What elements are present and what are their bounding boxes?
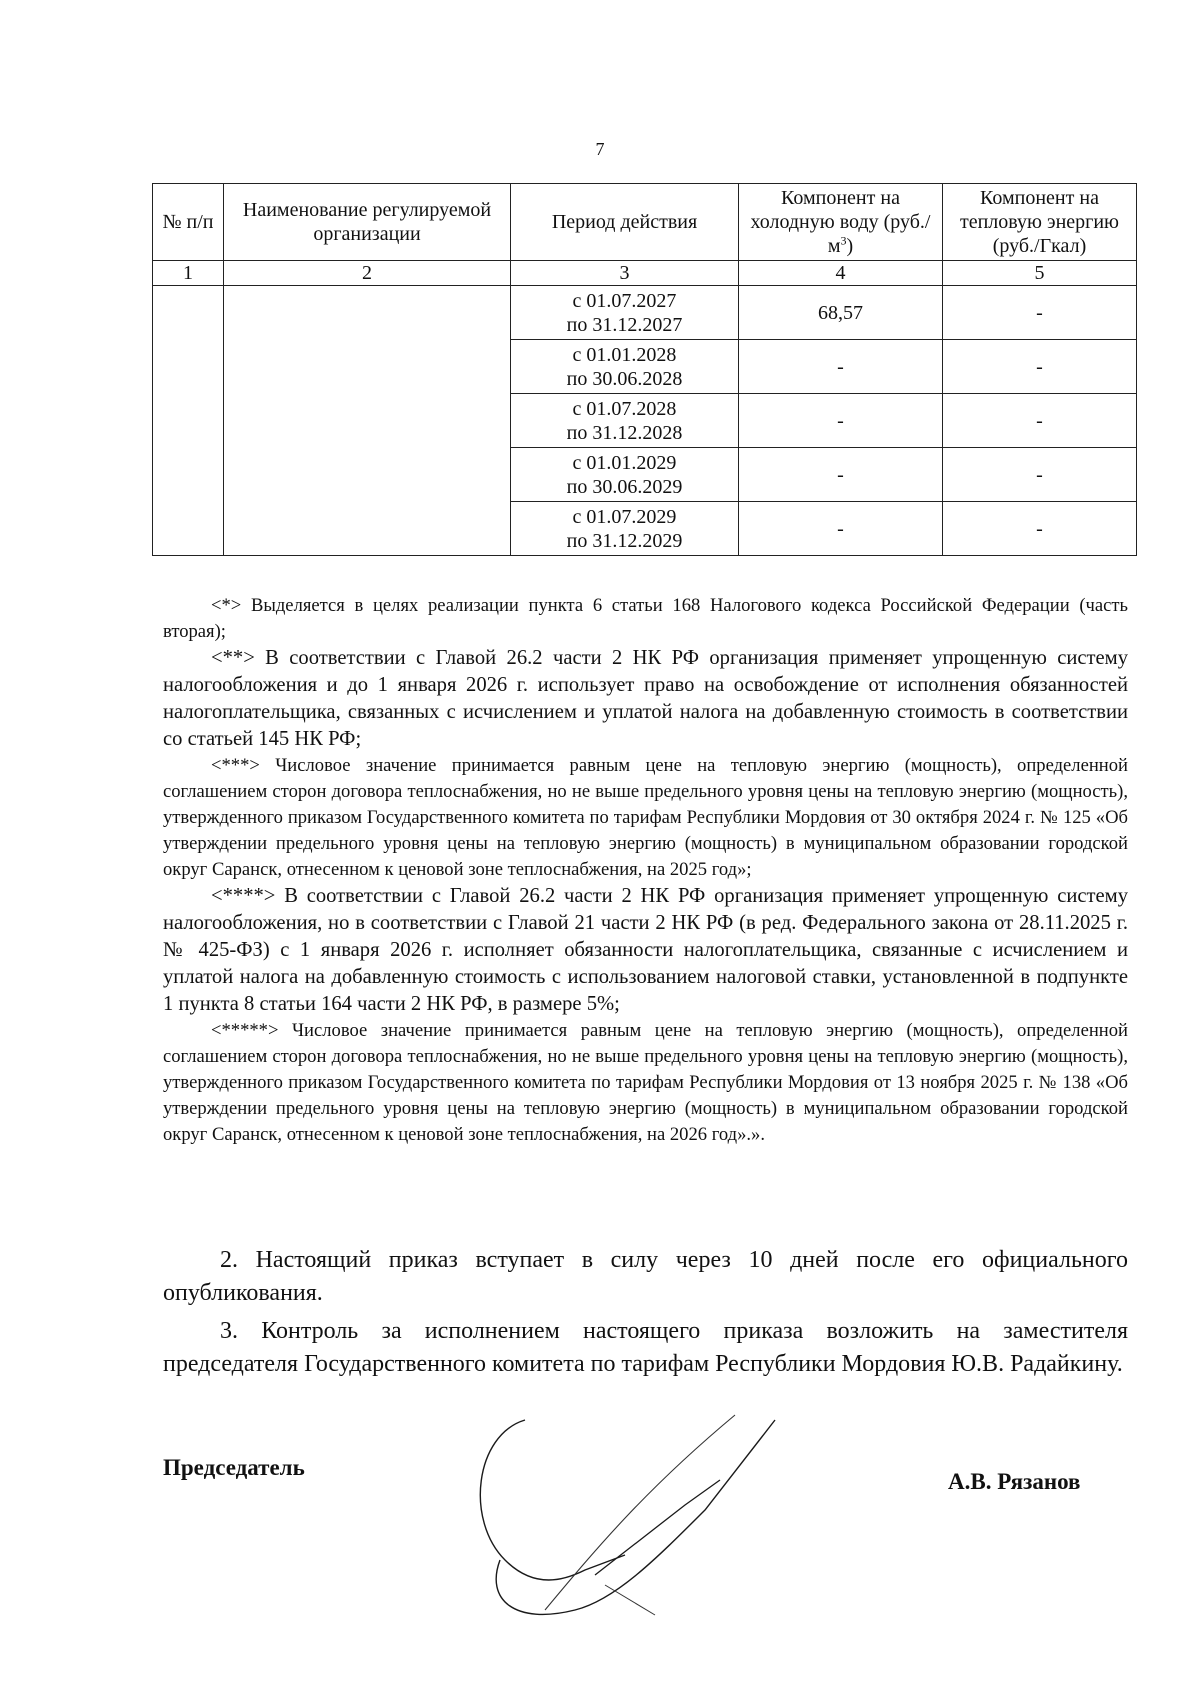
heat-cell: - [943,340,1137,394]
period-from: с 01.01.2029 [572,451,677,474]
period-cell [511,394,739,448]
footnote-3: <***> Числовое значение принимается равным цене на тепловую энергию (мощность), определенной соглашением сторон договора теплоснабжения, но не выше предельного уровня цены на тепловую энергию (мощность), утвержденного приказом Государственного комитета по тарифам Республики Мордовия от 30 октября 2024 г. № 125 «Об утверждении предельного уровня цены на тепловую энергию (мощность) в муниципальном образовании городской округ Саранск, отнесенном к ценовой зоне теплоснабжения, на 2025 год»; [163,755,1128,880]
cold-water-cell: - [739,394,943,448]
footnote-4: <****> В соответствии с Главой 26.2 части 2 НК РФ организация применяет упрощенную систему налогообложения, но в соответствии с Главой 21 части 2 НК РФ (в ред. Федерального закона от 28.11.2025 г. № 425-ФЗ) с 1 января 2026 г. исполняет обязанности налогоплательщика, связанные с исчислением и уплатой налога на добавленную стоимость с использованием налоговой ставки, установленной в подпункте 1 пункта 8 статьи 164 части 2 НК РФ, в размере 5%; [163,885,1128,1015]
heat-cell: - [943,286,1137,340]
cold-water-cell: - [739,502,943,556]
order-clause-2: 2. Настоящий приказ вступает в силу через 10 дней после его официального опубликования. [163,1247,1128,1306]
period-cell [511,340,739,394]
period-cell [511,502,739,556]
num-cell [153,286,224,556]
heat-cell: - [943,502,1137,556]
signatory-title: Председатель [163,1455,305,1480]
period-to: по 31.12.2027 [566,313,683,336]
header-num: № п/п [153,184,224,261]
signatory-name: А.В. Рязанов [948,1469,1081,1494]
cold-water-cell: 68,57 [739,286,943,340]
header-cold-water-close: ) [846,235,854,257]
organization-cell [224,286,511,556]
period-cell [511,286,739,340]
column-number: 5 [943,261,1137,286]
period-from: с 01.07.2027 [572,289,677,312]
footnote-1: <*> Выделяется в целях реализации пункта 6 статьи 168 Налогового кодекса Российской Федерации (часть вторая); [163,595,1128,642]
column-number: 4 [739,261,943,286]
column-number: 2 [224,261,511,286]
tariff-table [152,183,1137,556]
table-header-row [153,184,1137,261]
period-to: по 30.06.2028 [566,367,683,390]
footnotes [163,593,1128,1148]
order-clause-3: 3. Контроль за исполнением настоящего приказа возложить на заместителя председателя Государственного комитета по тарифам Республики Мордовия Ю.В. Радайкину. [163,1318,1128,1377]
header-cold-water [739,184,943,261]
cold-water-cell: - [739,448,943,502]
header-heat: Компонент на тепловую энергию (руб./Гкал) [943,184,1137,261]
cold-water-cell: - [739,340,943,394]
period-from: с 01.01.2028 [572,343,677,366]
column-number: 3 [511,261,739,286]
header-organization: Наименование регулируемой организации [224,184,511,261]
period-from: с 01.07.2028 [572,397,677,420]
period-to: по 31.12.2029 [566,529,683,552]
footnote-5: <*****> Числовое значение принимается равным цене на тепловую энергию (мощность), определенной соглашением сторон договора теплоснабжения, но не выше предельного уровня цены на тепловую энергию (мощность), утвержденного приказом Государственного комитета по тарифам Республики Мордовия от 13 ноября 2025 г. № 138 «Об утверждении предельного уровня цены на тепловую энергию (мощность) в муниципальном образовании городской округ Саранск, отнесенном к ценовой зоне теплоснабжения, на 2026 год».». [163,1020,1128,1145]
heat-cell: - [943,394,1137,448]
footnote-2: <**> В соответствии с Главой 26.2 части 2 НК РФ организация применяет упрощенную систему налогообложения и до 1 января 2026 г. использует право на освобождение от исполнения обязанностей налогоплательщика, связанных с исчислением и уплатой налога на добавленную стоимость в соответствии со статьей 145 НК РФ; [163,647,1128,750]
header-period: Период действия [511,184,739,261]
order-clauses [163,1244,1128,1386]
period-cell [511,448,739,502]
page-number: 7 [595,139,605,159]
table-row [153,286,1137,340]
header-cold-water-text: Компонент на холодную воду (руб./м [750,187,931,257]
period-to: по 30.06.2029 [566,475,683,498]
period-to: по 31.12.2028 [566,421,683,444]
handwritten-signature [455,1410,815,1630]
column-number: 1 [153,261,224,286]
period-from: с 01.07.2029 [572,505,677,528]
heat-cell: - [943,448,1137,502]
header-cold-water-sup: 3 [840,233,847,248]
column-numbers-row [153,261,1137,286]
